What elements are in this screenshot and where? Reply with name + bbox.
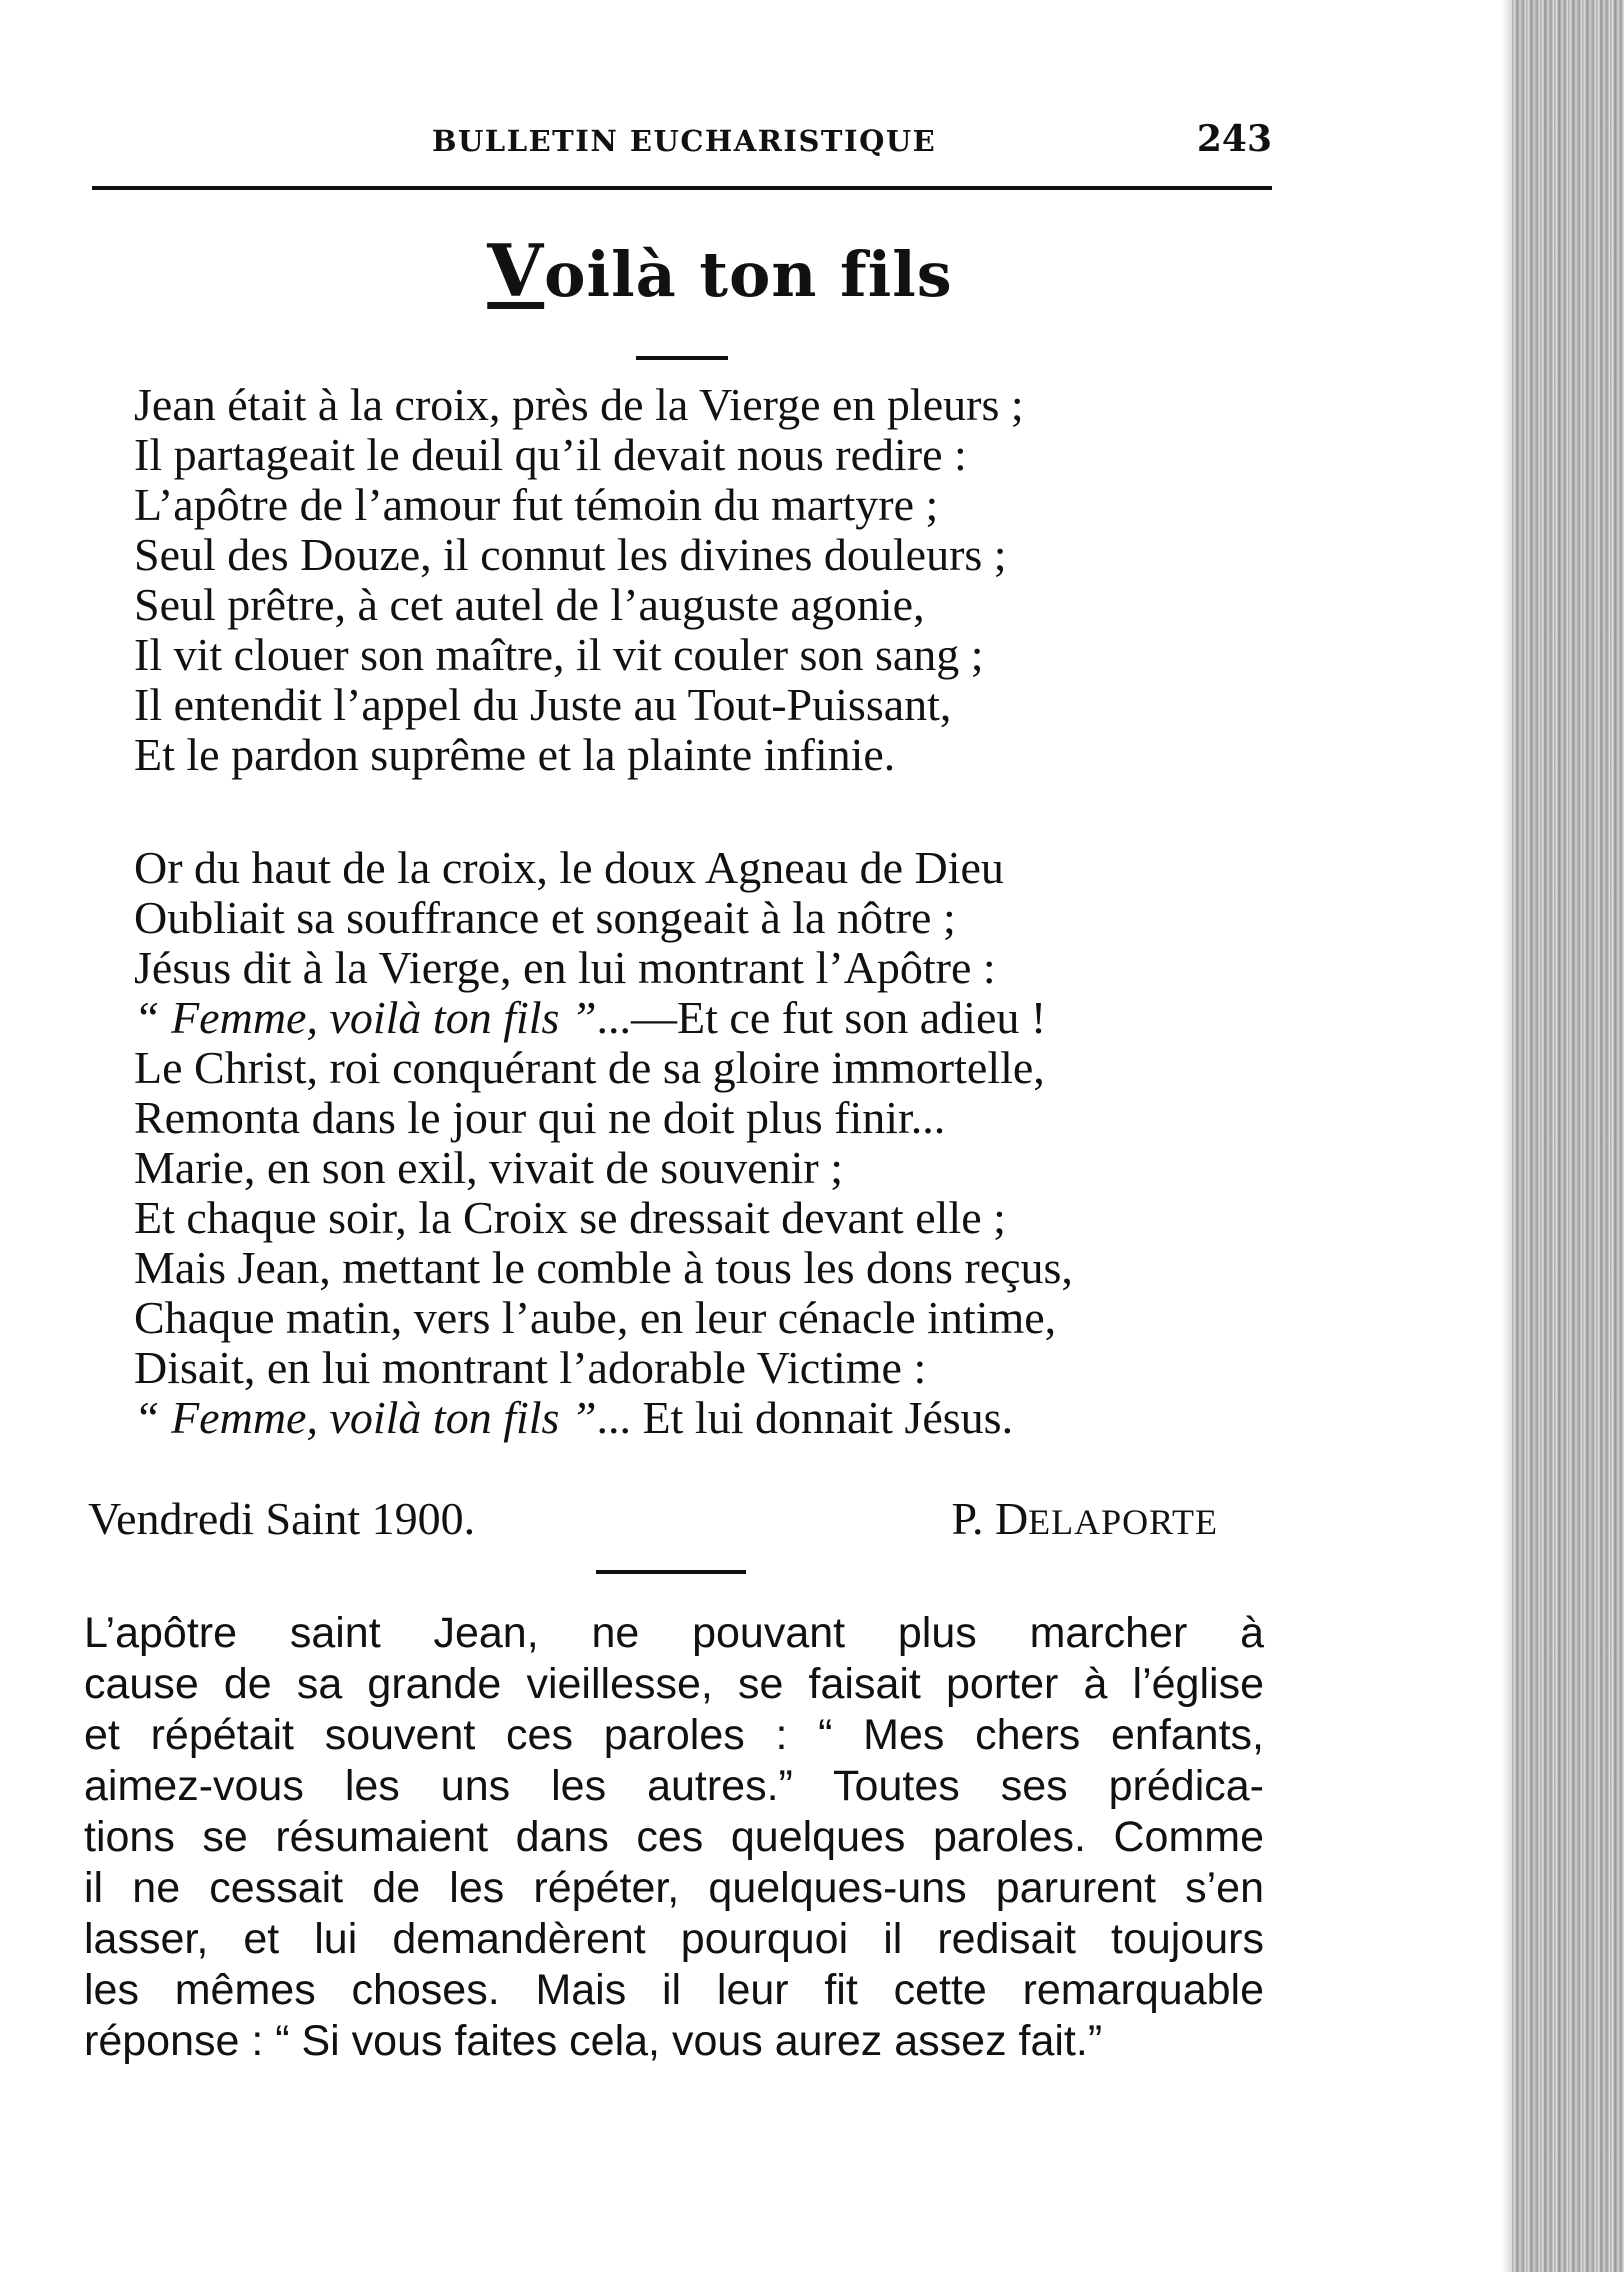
verse-continuation: ...—Et ce fut son adieu !: [596, 992, 1047, 1043]
prose-line: cause de sa grande vieillesse, se faisait porter à l’église: [84, 1660, 1264, 1708]
prose-line: il ne cessait de les répéter, quelques-uns parurent s’en: [84, 1864, 1264, 1912]
verse-line: Marie, en son exil, vivait de souvenir ;: [134, 1142, 844, 1193]
verse-line: Et le pardon suprême et la plainte infinie.: [134, 729, 896, 780]
page-stack-edge: [1512, 0, 1624, 2272]
poem-stanza-1: [134, 380, 1274, 780]
prose-line: les mêmes choses. Mais il leur fit cette remarquable: [84, 1966, 1264, 2014]
prose-line: réponse : “ Si vous faites cela, vous aurez assez fait.”: [84, 2017, 1103, 2065]
prose-line: tions se résumaient dans ces quelques paroles. Comme: [84, 1813, 1264, 1861]
title-ornamental-initial: V: [487, 228, 545, 313]
poem-author: [951, 1492, 1218, 1545]
prose-line: L’apôtre saint Jean, ne pouvant plus marcher à: [84, 1609, 1264, 1657]
author-surname: ELAPORTE: [1028, 1502, 1218, 1542]
verse-line: Le Christ, roi conquérant de sa gloire immortelle,: [134, 1042, 1045, 1093]
verse-line: Or du haut de la croix, le doux Agneau de Dieu: [134, 842, 1004, 893]
verse-line: Mais Jean, mettant le comble à tous les dons reçus,: [134, 1242, 1073, 1293]
verse-line: Disait, en lui montrant l’adorable Victime :: [134, 1342, 927, 1393]
page-gutter-shadow: [1502, 0, 1512, 2272]
page-number: 243: [1196, 118, 1272, 160]
verse-continuation: ... Et lui donnait Jésus.: [596, 1392, 1014, 1443]
title-text: oilà ton fils: [544, 238, 953, 311]
running-title: BULLETIN EUCHARISTIQUE: [432, 124, 937, 158]
verse-line: Et chaque soir, la Croix se dressait devant elle ;: [134, 1192, 1006, 1243]
prose-line: aimez-vous les uns les autres.” Toutes ses prédica-: [84, 1762, 1264, 1810]
verse-line: Seul prêtre, à cet autel de l’auguste agonie,: [134, 579, 925, 630]
prose-line: et répétait souvent ces paroles : “ Mes chers enfants,: [84, 1711, 1264, 1759]
verse-line: Seul des Douze, il connut les divines douleurs ;: [134, 529, 1007, 580]
verse-line: Remonta dans le jour qui ne doit plus finir...: [134, 1092, 946, 1143]
verse-line: Il entendit l’appel du Juste au Tout-Puissant,: [134, 679, 952, 730]
section-rule: [596, 1570, 746, 1574]
poem-stanza-2: [134, 843, 1274, 1443]
running-header: [92, 118, 1272, 178]
title-rule: [636, 356, 728, 360]
verse-line: Chaque matin, vers l’aube, en leur cénacle intime,: [134, 1292, 1057, 1343]
verse-line: Il vit clouer son maître, il vit couler son sang ;: [134, 629, 984, 680]
author-initial: P. D: [951, 1493, 1029, 1544]
quoted-words: “ Femme, voilà ton fils ”: [134, 1392, 597, 1443]
poem-title: [0, 228, 1440, 313]
poem-date: Vendredi Saint 1900.: [88, 1493, 476, 1544]
verse-line: Oubliait sa souffrance et songeait à la nôtre ;: [134, 892, 956, 943]
verse-line: L’apôtre de l’amour fut témoin du martyre ;: [134, 479, 939, 530]
verse-line: [134, 1393, 1274, 1443]
verse-line: Jésus dit à la Vierge, en lui montrant l’Apôtre :: [134, 942, 996, 993]
verse-line: [134, 993, 1274, 1043]
quoted-words: “ Femme, voilà ton fils ”: [134, 992, 597, 1043]
header-rule: [92, 186, 1272, 190]
verse-line: Jean était à la croix, près de la Vierge en pleurs ;: [134, 379, 1024, 430]
poem-signoff: [88, 1492, 1218, 1548]
prose-paragraph: [84, 1608, 1264, 2067]
verse-line: Il partageait le deuil qu’il devait nous redire :: [134, 429, 967, 480]
prose-line: lasser, et lui demandèrent pourquoi il redisait toujours: [84, 1915, 1264, 1963]
